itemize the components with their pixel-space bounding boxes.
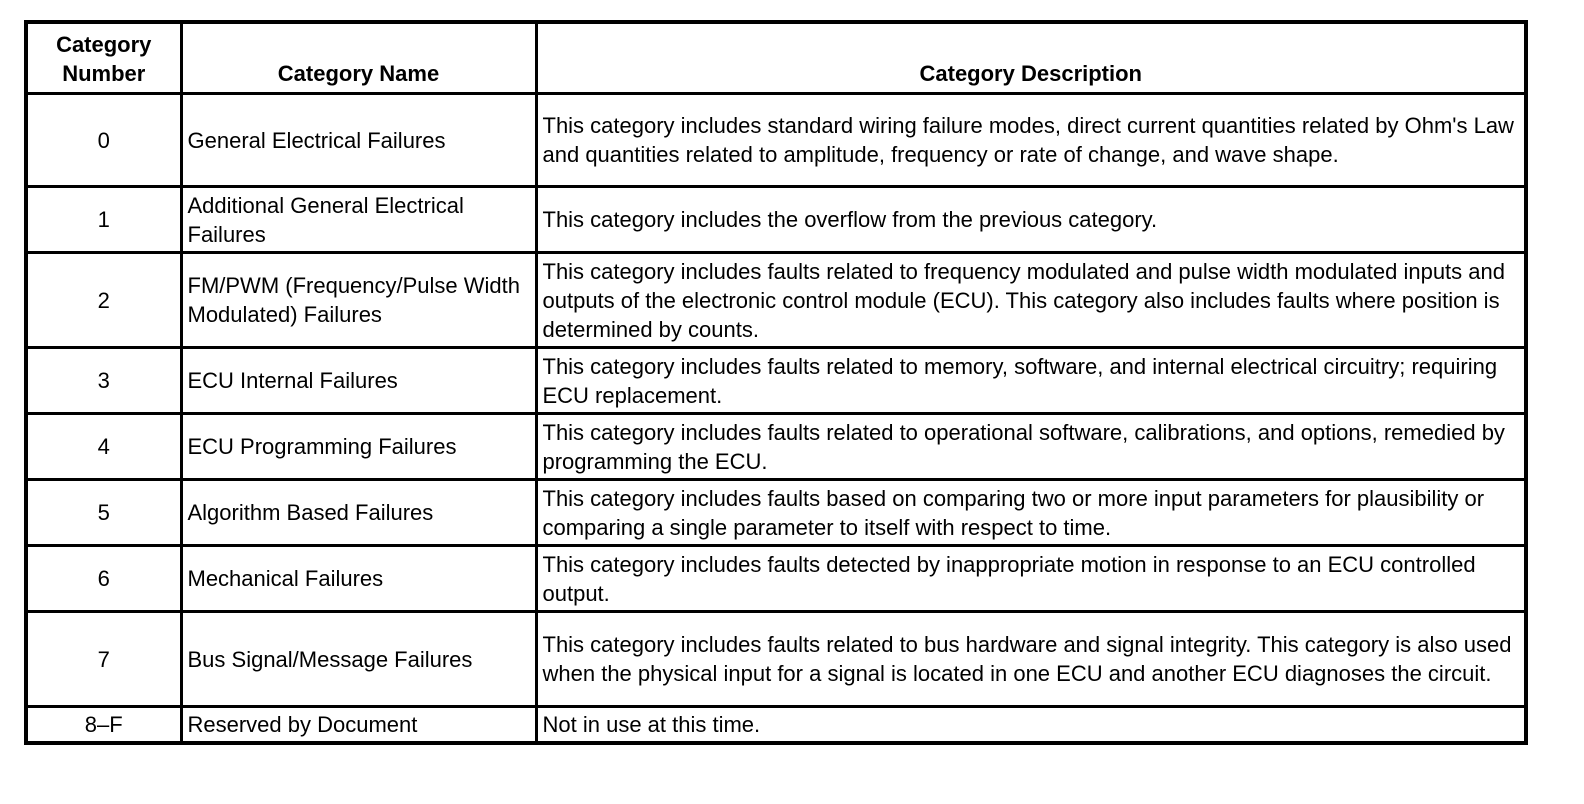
header-category-number: Category Number bbox=[26, 22, 181, 94]
table-row bbox=[26, 414, 1526, 480]
category-number-cell: 7 bbox=[26, 612, 181, 707]
category-description-cell: This category includes faults related to bus hardware and signal integrity. This category is also used when the physical input for a signal is located in one ECU and another ECU diagnoses the circuit. bbox=[536, 612, 1526, 707]
category-number-cell: 1 bbox=[26, 187, 181, 253]
table-row bbox=[26, 707, 1526, 744]
category-number-cell: 0 bbox=[26, 94, 181, 187]
category-description-cell: This category includes faults related to operational software, calibrations, and options, remedied by programming the ECU. bbox=[536, 414, 1526, 480]
category-name-cell: General Electrical Failures bbox=[181, 94, 536, 187]
table-row bbox=[26, 187, 1526, 253]
category-description-cell: This category includes faults related to frequency modulated and pulse width modulated inputs and outputs of the electronic control module (ECU). This category also includes faults where position is determined by counts. bbox=[536, 253, 1526, 348]
table-row bbox=[26, 348, 1526, 414]
table-row bbox=[26, 253, 1526, 348]
category-table-container bbox=[24, 20, 1524, 745]
category-number-cell: 3 bbox=[26, 348, 181, 414]
category-number-cell: 2 bbox=[26, 253, 181, 348]
category-table bbox=[24, 20, 1528, 745]
table-header-row bbox=[26, 22, 1526, 94]
header-category-description: Category Description bbox=[536, 22, 1526, 94]
category-description-cell: This category includes standard wiring failure modes, direct current quantities related by Ohm's Law and quantities related to amplitude, frequency or rate of change, and wave shape. bbox=[536, 94, 1526, 187]
category-description-cell: This category includes faults detected by inappropriate motion in response to an ECU controlled output. bbox=[536, 546, 1526, 612]
category-description-cell: Not in use at this time. bbox=[536, 707, 1526, 744]
table-row bbox=[26, 612, 1526, 707]
category-description-cell: This category includes faults based on comparing two or more input parameters for plausibility or comparing a single parameter to itself with respect to time. bbox=[536, 480, 1526, 546]
category-name-cell: Additional General Electrical Failures bbox=[181, 187, 536, 253]
category-number-cell: 5 bbox=[26, 480, 181, 546]
category-name-cell: Algorithm Based Failures bbox=[181, 480, 536, 546]
category-name-cell: Bus Signal/Message Failures bbox=[181, 612, 536, 707]
category-description-cell: This category includes the overflow from the previous category. bbox=[536, 187, 1526, 253]
header-category-name: Category Name bbox=[181, 22, 536, 94]
category-name-cell: FM/PWM (Frequency/Pulse Width Modulated) Failures bbox=[181, 253, 536, 348]
table-row bbox=[26, 480, 1526, 546]
category-number-cell: 8–F bbox=[26, 707, 181, 744]
category-name-cell: ECU Internal Failures bbox=[181, 348, 536, 414]
category-number-cell: 6 bbox=[26, 546, 181, 612]
table-row bbox=[26, 94, 1526, 187]
category-name-cell: Mechanical Failures bbox=[181, 546, 536, 612]
category-description-cell: This category includes faults related to memory, software, and internal electrical circuitry; requiring ECU replacement. bbox=[536, 348, 1526, 414]
table-row bbox=[26, 546, 1526, 612]
category-number-cell: 4 bbox=[26, 414, 181, 480]
category-name-cell: Reserved by Document bbox=[181, 707, 536, 744]
category-name-cell: ECU Programming Failures bbox=[181, 414, 536, 480]
